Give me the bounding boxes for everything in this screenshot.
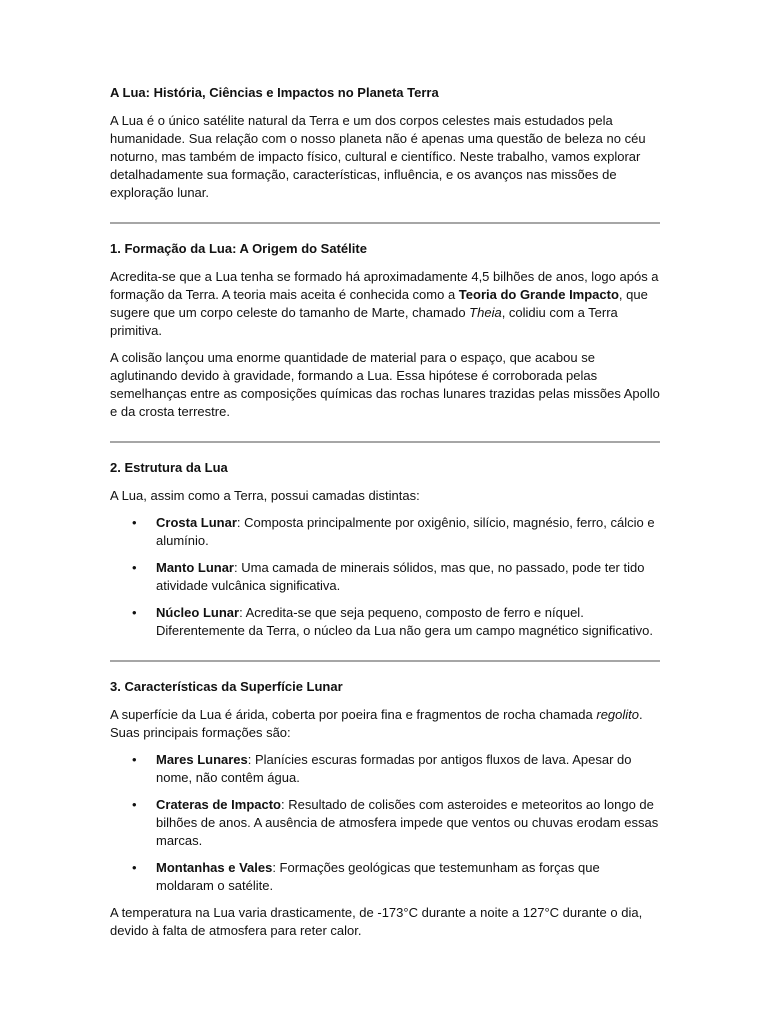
section-3-title: 3. Características da Superfície Lunar	[110, 679, 343, 694]
section-2-list	[110, 514, 660, 640]
section-1-paragraph-2: A colisão lançou uma enorme quantidade de material para o espaço, que acabou se aglutinando devido à gravidade, formando a Lua. Essa hipótese é corroborada pelas semelhanças entre as composições químicas das rochas lunares trazidas pelas missões Apollo e da crosta terrestre.	[110, 350, 660, 419]
section-1-paragraph-1	[110, 268, 660, 340]
intro-paragraph: A Lua é o único satélite natural da Terra e um dos corpos celestes mais estudados pela humanidade. Sua relação com o nosso planeta não é apenas uma questão de beleza no céu noturno, mas também de impacto físico, cultural e científico. Neste trabalho, vamos explorar detalhadamente sua formação, características, influência, e os avanços nas missões de exploração lunar.	[110, 113, 646, 200]
list-item-text: : Composta principalmente por oxigênio, silício, magnésio, ferro, cálcio e alumínio.	[156, 515, 655, 548]
section-divider	[110, 660, 660, 662]
list-item-text: : Formações geológicas que testemunham as forças que moldaram o satélite.	[156, 860, 600, 893]
list-item	[110, 796, 660, 850]
list-item-term: Crosta Lunar	[156, 515, 237, 530]
list-item-term: Mares Lunares	[156, 752, 248, 767]
text-run: A superfície da Lua é árida, coberta por poeira fina e fragmentos de rocha chamada	[110, 707, 597, 722]
list-item	[110, 604, 660, 640]
list-item-text: : Planícies escuras formadas por antigos fluxos de lava. Apesar do nome, não contêm água.	[156, 752, 632, 785]
list-item-term: Crateras de Impacto	[156, 797, 281, 812]
italic-term: Theia	[469, 305, 502, 320]
text-run: Acredita-se que a Lua tenha se formado há aproximadamente 4,5 bilhões de anos, logo após a formação da Terra. A teoria mais aceita é conhecida como a	[110, 269, 659, 302]
list-item	[110, 859, 660, 895]
list-item-text: : Uma camada de minerais sólidos, mas que, no passado, pode ter tido atividade vulcânica significativa.	[156, 560, 645, 593]
list-item-term: Manto Lunar	[156, 560, 234, 575]
document-body	[110, 84, 660, 949]
text-run: , que sugere que um corpo celeste do tamanho de Marte, chamado	[110, 287, 648, 320]
section-divider	[110, 222, 660, 224]
document-title: A Lua: História, Ciências e Impactos no Planeta Terra	[110, 85, 439, 100]
list-item-term: Montanhas e Vales	[156, 860, 273, 875]
text-run: , colidiu com a Terra primitiva.	[110, 305, 618, 338]
section-3-closing: A temperatura na Lua varia drasticamente, de -173°C durante a noite a 127°C durante o dia, devido à falta de atmosfera para reter calor.	[110, 905, 643, 938]
list-item-text: : Acredita-se que seja pequeno, composto de ferro e níquel. Diferentemente da Terra, o núcleo da Lua não gera um campo magnético significativo.	[156, 605, 653, 638]
section-3-list	[110, 751, 660, 895]
section-1-title: 1. Formação da Lua: A Origem do Satélite	[110, 241, 367, 256]
list-item	[110, 514, 660, 550]
text-run: . Suas principais formações são:	[110, 707, 643, 740]
section-2-intro: A Lua, assim como a Terra, possui camadas distintas:	[110, 488, 420, 503]
list-item-term: Núcleo Lunar	[156, 605, 240, 620]
list-item	[110, 559, 660, 595]
section-2-title: 2. Estrutura da Lua	[110, 460, 228, 475]
list-item-text: : Resultado de colisões com asteroides e meteoritos ao longo de bilhões de anos. A ausência de atmosfera impede que ventos ou chuvas erodam essas marcas.	[156, 797, 659, 848]
bold-term: Teoria do Grande Impacto	[458, 287, 619, 302]
italic-term: regolito	[596, 707, 639, 722]
list-item	[110, 751, 660, 787]
section-divider	[110, 441, 660, 443]
section-3-intro	[110, 706, 660, 742]
